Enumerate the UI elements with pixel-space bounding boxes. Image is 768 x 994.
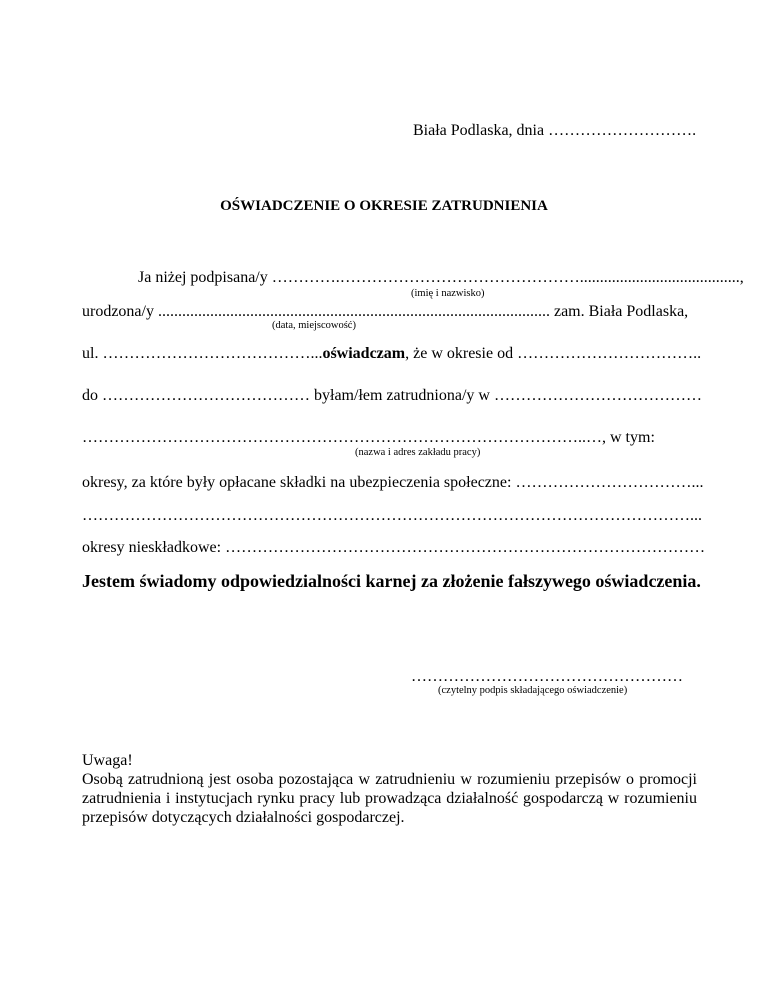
note-heading: Uwaga! [82,752,133,769]
contribution-periods-continuation: ……………………………………………………………………………………………………... [82,507,702,524]
declare-word: oświadczam [322,345,406,362]
document-title: OŚWIADCZENIE O OKRESIE ZATRUDNIENIA [220,198,548,214]
name-line: Ja niżej podpisana/y ………….………………………………………........................................, [138,269,744,286]
signature-dots: …………………………………………… [411,668,683,685]
note-line-2: zatrudnienia i instytucjach rynku pracy lub prowadząca działalność gospodarczą w rozumieniu [82,790,697,807]
liability-statement: Jestem świadomy odpowiedzialności karnej za złożenie fałszywego oświadczenia. [82,571,701,591]
birth-line: urodzona/y .................................................................................................. zam. Biała Podlaska, [82,303,689,320]
birth-caption: (data, miejscowość) [272,320,356,331]
note-line-1: Osobą zatrudnioną jest osoba pozostająca w zatrudnieniu w rozumieniu przepisów o promocji [82,771,697,788]
name-caption: (imię i nazwisko) [411,288,485,299]
period-from: , że w okresie od …………………………….. [405,345,702,362]
non-contribution-periods-line: okresy nieskładkowe: ……………………………………………………………………………… [82,539,706,556]
employer-line: …………………………………………………………………………………..…, w tym: [82,429,655,446]
street-line [82,344,701,363]
signature-caption: (czytelny podpis składającego oświadczenie) [438,685,628,696]
note-line-3: przepisów dotyczących działalności gospodarczej. [82,809,405,826]
employer-caption: (nazwa i adres zakładu pracy) [355,447,481,458]
place-date: Biała Podlaska, dnia ………………………. [413,122,697,139]
contribution-periods-line: okresy, za które były opłacane składki na ubezpieczenia społeczne: ……………………………... [82,474,704,491]
street-prefix: ul. …………………………………... [82,345,323,362]
employment-line: do ………………………………… byłam/łem zatrudniona/y w ………………………………… [82,387,702,404]
